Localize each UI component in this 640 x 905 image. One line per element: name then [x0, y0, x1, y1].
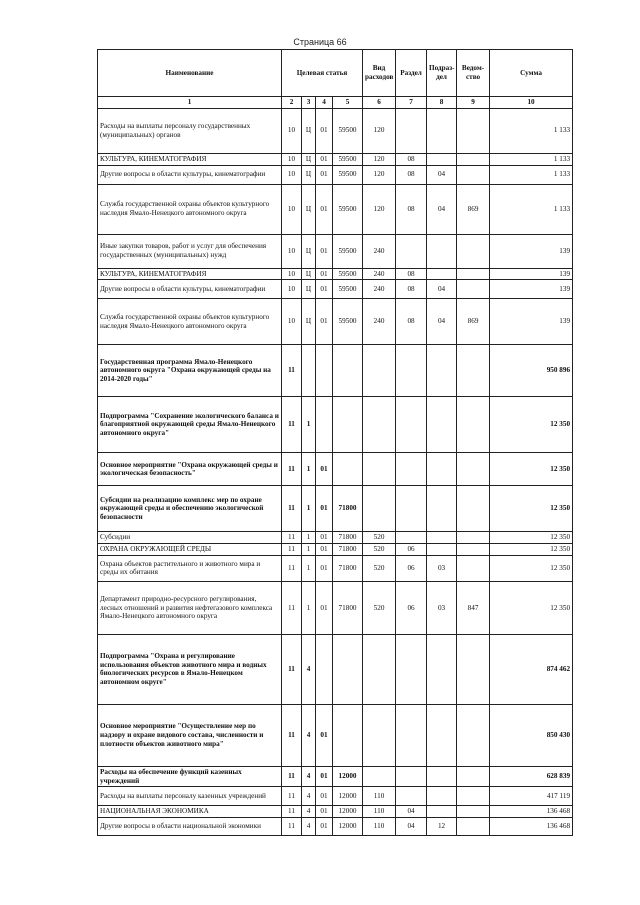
header-row — [98, 50, 573, 97]
table-row — [98, 806, 573, 818]
expense-type — [363, 704, 396, 766]
table-row — [98, 299, 573, 345]
expense-type: 110 — [363, 787, 396, 806]
target-code-subprogram: 4 — [302, 766, 316, 787]
expense-type: 240 — [363, 299, 396, 345]
row-name: Подпрограмма "Охрана и регулирование использования объектов животного мира и водных биологических ресурсов в Ямало-Ненецком автономном округе" — [98, 634, 282, 704]
subsection-code — [427, 486, 457, 532]
target-code-program: 11 — [282, 397, 302, 453]
target-code-direction: 59500 — [333, 153, 363, 165]
target-code-event: 01 — [316, 165, 333, 184]
amount: 417 119 — [490, 787, 573, 806]
department-code — [457, 397, 490, 453]
target-code-direction: 12000 — [333, 766, 363, 787]
expense-type — [363, 486, 396, 532]
section-code — [396, 704, 427, 766]
row-name: Подпрограмма "Сохранение экологического баланса и благоприятной окружающей среды Ямало-Ненецкого автономного округа" — [98, 397, 282, 453]
amount: 136 468 — [490, 806, 573, 818]
target-code-direction: 59500 — [333, 299, 363, 345]
table-row — [98, 165, 573, 184]
target-code-direction: 71800 — [333, 555, 363, 581]
target-code-program: 10 — [282, 268, 302, 280]
amount: 139 — [490, 268, 573, 280]
subsection-code — [427, 634, 457, 704]
subsection-code — [427, 453, 457, 486]
amount: 1 133 — [490, 153, 573, 165]
target-code-program: 10 — [282, 165, 302, 184]
col-number: 10 — [490, 97, 573, 109]
col-number: 9 — [457, 97, 490, 109]
row-name: Служба государственной охраны объектов культурного наследия Ямало-Ненецкого автономного округа — [98, 184, 282, 234]
header-target-article: Целевая статья — [282, 50, 363, 97]
amount: 136 468 — [490, 818, 573, 836]
target-code-event: 01 — [316, 486, 333, 532]
target-code-event: 01 — [316, 234, 333, 268]
department-code — [457, 486, 490, 532]
target-code-event: 01 — [316, 818, 333, 836]
target-code-event: 01 — [316, 280, 333, 299]
section-code — [396, 108, 427, 153]
table-row — [98, 153, 573, 165]
target-code-program: 10 — [282, 153, 302, 165]
target-code-program: 11 — [282, 634, 302, 704]
header-subsection: Подраз-дел — [427, 50, 457, 97]
expense-type: 240 — [363, 234, 396, 268]
table-row — [98, 453, 573, 486]
table-row — [98, 268, 573, 280]
target-code-direction — [333, 397, 363, 453]
target-code-event: 01 — [316, 532, 333, 544]
target-code-program: 10 — [282, 108, 302, 153]
department-code — [457, 280, 490, 299]
subsection-code — [427, 108, 457, 153]
expense-type: 110 — [363, 818, 396, 836]
section-code: 08 — [396, 153, 427, 165]
subsection-code — [427, 766, 457, 787]
col-number: 7 — [396, 97, 427, 109]
target-code-direction: 59500 — [333, 108, 363, 153]
target-code-event: 01 — [316, 704, 333, 766]
expense-type: 240 — [363, 268, 396, 280]
target-code-subprogram: 4 — [302, 704, 316, 766]
page-number: Страница 66 — [293, 37, 347, 47]
department-code — [457, 544, 490, 556]
row-name: Охрана объектов растительного и животного мира и среды их обитания — [98, 555, 282, 581]
section-code: 08 — [396, 184, 427, 234]
col-number: 6 — [363, 97, 396, 109]
expense-type: 240 — [363, 280, 396, 299]
amount: 139 — [490, 299, 573, 345]
target-code-subprogram: 4 — [302, 806, 316, 818]
department-code: 847 — [457, 581, 490, 634]
target-code-direction: 71800 — [333, 532, 363, 544]
row-name: Служба государственной охраны объектов культурного наследия Ямало-Ненецкого автономного округа — [98, 299, 282, 345]
amount: 139 — [490, 280, 573, 299]
department-code — [457, 555, 490, 581]
budget-table — [97, 49, 573, 836]
amount: 12 350 — [490, 532, 573, 544]
amount: 12 350 — [490, 544, 573, 556]
row-name: Иные закупки товаров, работ и услуг для обеспечения государственных (муниципальных) нужд — [98, 234, 282, 268]
target-code-subprogram: Ц — [302, 108, 316, 153]
row-name: КУЛЬТУРА, КИНЕМАТОГРАФИЯ — [98, 153, 282, 165]
subsection-code: 03 — [427, 581, 457, 634]
amount: 139 — [490, 234, 573, 268]
table-body — [98, 108, 573, 835]
section-code: 04 — [396, 818, 427, 836]
section-code: 08 — [396, 268, 427, 280]
target-code-program: 11 — [282, 486, 302, 532]
amount: 1 133 — [490, 184, 573, 234]
target-code-event: 01 — [316, 806, 333, 818]
amount: 12 350 — [490, 555, 573, 581]
section-code — [396, 397, 427, 453]
department-code — [457, 532, 490, 544]
section-code — [396, 634, 427, 704]
target-code-program: 11 — [282, 806, 302, 818]
target-code-event: 01 — [316, 555, 333, 581]
subsection-code — [427, 704, 457, 766]
header-expense-type: Вид расходов — [363, 50, 396, 97]
target-code-event: 01 — [316, 299, 333, 345]
target-code-direction: 71800 — [333, 581, 363, 634]
target-code-event: 01 — [316, 153, 333, 165]
amount: 950 896 — [490, 345, 573, 397]
expense-type — [363, 453, 396, 486]
section-code: 06 — [396, 555, 427, 581]
target-code-subprogram: 1 — [302, 555, 316, 581]
subsection-code — [427, 268, 457, 280]
target-code-direction — [333, 634, 363, 704]
department-code — [457, 108, 490, 153]
target-code-direction: 59500 — [333, 280, 363, 299]
department-code: 869 — [457, 184, 490, 234]
expense-type: 520 — [363, 581, 396, 634]
subsection-code: 04 — [427, 184, 457, 234]
department-code — [457, 806, 490, 818]
section-code: 06 — [396, 581, 427, 634]
col-number: 2 — [282, 97, 302, 109]
table-row — [98, 108, 573, 153]
col-number: 4 — [316, 97, 333, 109]
row-name: Расходы на выплаты персоналу государственных (муниципальных) органов — [98, 108, 282, 153]
section-code: 04 — [396, 806, 427, 818]
target-code-program: 11 — [282, 704, 302, 766]
table-row — [98, 486, 573, 532]
target-code-program: 11 — [282, 532, 302, 544]
target-code-subprogram: 1 — [302, 486, 316, 532]
department-code — [457, 787, 490, 806]
row-name: Департамент природно-ресурсного регулирования, лесных отношений и развития нефтегазового комплекса Ямало-Ненецкого автономного округа — [98, 581, 282, 634]
subsection-code — [427, 544, 457, 556]
target-code-event: 01 — [316, 184, 333, 234]
target-code-event: 01 — [316, 453, 333, 486]
target-code-subprogram: 1 — [302, 544, 316, 556]
department-code — [457, 818, 490, 836]
target-code-direction — [333, 704, 363, 766]
expense-type: 110 — [363, 806, 396, 818]
target-code-event: 01 — [316, 581, 333, 634]
target-code-program: 11 — [282, 345, 302, 397]
header-name: Наименование — [98, 50, 282, 97]
header-department: Ведом-ство — [457, 50, 490, 97]
department-code — [457, 268, 490, 280]
expense-type — [363, 397, 396, 453]
table-row — [98, 818, 573, 836]
target-code-subprogram: Ц — [302, 184, 316, 234]
row-name: Другие вопросы в области культуры, кинематографии — [98, 280, 282, 299]
expense-type — [363, 345, 396, 397]
target-code-event — [316, 634, 333, 704]
target-code-event — [316, 397, 333, 453]
target-code-direction: 12000 — [333, 787, 363, 806]
target-code-subprogram: Ц — [302, 234, 316, 268]
amount: 628 839 — [490, 766, 573, 787]
target-code-direction: 59500 — [333, 165, 363, 184]
target-code-subprogram — [302, 345, 316, 397]
table-row — [98, 345, 573, 397]
row-name: Субсидии — [98, 532, 282, 544]
target-code-direction: 12000 — [333, 818, 363, 836]
department-code — [457, 165, 490, 184]
col-number: 1 — [98, 97, 282, 109]
target-code-subprogram: 4 — [302, 818, 316, 836]
subsection-code — [427, 787, 457, 806]
section-code: 06 — [396, 544, 427, 556]
target-code-event: 01 — [316, 544, 333, 556]
target-code-subprogram: Ц — [302, 280, 316, 299]
target-code-subprogram: 1 — [302, 581, 316, 634]
row-name: Основное мероприятие "Осуществление мер по надзору и охране видового состава, численности и плотности объектов животного мира" — [98, 704, 282, 766]
section-code — [396, 787, 427, 806]
row-name: Субсидии на реализацию комплекс мер по охране окружающей среды и обеспечению экологической безопасности — [98, 486, 282, 532]
amount: 12 350 — [490, 453, 573, 486]
section-code — [396, 234, 427, 268]
table-row — [98, 555, 573, 581]
target-code-program: 10 — [282, 299, 302, 345]
target-code-program: 11 — [282, 766, 302, 787]
subsection-code — [427, 806, 457, 818]
section-code: 08 — [396, 280, 427, 299]
section-code — [396, 532, 427, 544]
target-code-subprogram: 1 — [302, 453, 316, 486]
table-row — [98, 704, 573, 766]
col-number: 3 — [302, 97, 316, 109]
row-name: Другие вопросы в области культуры, кинематографии — [98, 165, 282, 184]
subsection-code — [427, 153, 457, 165]
target-code-program: 11 — [282, 818, 302, 836]
section-code: 08 — [396, 299, 427, 345]
target-code-direction: 59500 — [333, 234, 363, 268]
header-section: Раздел — [396, 50, 427, 97]
target-code-subprogram: 4 — [302, 634, 316, 704]
department-code — [457, 704, 490, 766]
table-row — [98, 544, 573, 556]
amount: 12 350 — [490, 581, 573, 634]
department-code — [457, 766, 490, 787]
department-code — [457, 345, 490, 397]
row-name: ОХРАНА ОКРУЖАЮЩЕЙ СРЕДЫ — [98, 544, 282, 556]
target-code-program: 11 — [282, 453, 302, 486]
amount: 850 430 — [490, 704, 573, 766]
amount: 1 133 — [490, 165, 573, 184]
target-code-event: 01 — [316, 108, 333, 153]
expense-type: 520 — [363, 544, 396, 556]
expense-type: 120 — [363, 165, 396, 184]
target-code-event: 01 — [316, 766, 333, 787]
table-row — [98, 634, 573, 704]
department-code: 869 — [457, 299, 490, 345]
subsection-code — [427, 345, 457, 397]
subsection-code — [427, 397, 457, 453]
row-name: Расходы на обеспечение функций казенных учреждений — [98, 766, 282, 787]
target-code-subprogram: 4 — [302, 787, 316, 806]
amount: 12 350 — [490, 397, 573, 453]
amount: 12 350 — [490, 486, 573, 532]
target-code-program: 11 — [282, 544, 302, 556]
target-code-event — [316, 345, 333, 397]
target-code-direction: 12000 — [333, 806, 363, 818]
target-code-program: 11 — [282, 787, 302, 806]
row-name: Государственная программа Ямало-Ненецкого автономного округа "Охрана окружающей среды на 2014-2020 годы" — [98, 345, 282, 397]
table-row — [98, 280, 573, 299]
target-code-direction — [333, 345, 363, 397]
subsection-code — [427, 532, 457, 544]
target-code-direction: 71800 — [333, 544, 363, 556]
target-code-program: 10 — [282, 184, 302, 234]
row-name: Расходы на выплаты персоналу казенных учреждений — [98, 787, 282, 806]
row-name: Основное мероприятие "Охрана окружающей среды и экологическая безопасность" — [98, 453, 282, 486]
expense-type: 120 — [363, 153, 396, 165]
department-code — [457, 634, 490, 704]
department-code — [457, 453, 490, 486]
table-row — [98, 184, 573, 234]
subsection-code: 04 — [427, 280, 457, 299]
table-row — [98, 234, 573, 268]
target-code-program: 10 — [282, 234, 302, 268]
expense-type: 120 — [363, 108, 396, 153]
target-code-direction: 59500 — [333, 268, 363, 280]
section-code — [396, 345, 427, 397]
table-row — [98, 766, 573, 787]
table-row — [98, 787, 573, 806]
target-code-direction — [333, 453, 363, 486]
subsection-code: 04 — [427, 299, 457, 345]
row-name: Другие вопросы в области национальной экономики — [98, 818, 282, 836]
expense-type — [363, 766, 396, 787]
row-name: НАЦИОНАЛЬНАЯ ЭКОНОМИКА — [98, 806, 282, 818]
target-code-program: 11 — [282, 581, 302, 634]
column-number-row — [98, 97, 573, 109]
header-amount: Сумма — [490, 50, 573, 97]
section-code: 08 — [396, 165, 427, 184]
table-row — [98, 532, 573, 544]
section-code — [396, 453, 427, 486]
department-code — [457, 153, 490, 165]
amount: 874 462 — [490, 634, 573, 704]
table-row — [98, 397, 573, 453]
target-code-event: 01 — [316, 268, 333, 280]
department-code — [457, 234, 490, 268]
target-code-subprogram: Ц — [302, 268, 316, 280]
expense-type: 120 — [363, 184, 396, 234]
row-name: КУЛЬТУРА, КИНЕМАТОГРАФИЯ — [98, 268, 282, 280]
subsection-code: 03 — [427, 555, 457, 581]
amount: 1 133 — [490, 108, 573, 153]
target-code-subprogram: Ц — [302, 165, 316, 184]
target-code-subprogram: 1 — [302, 532, 316, 544]
table-row — [98, 581, 573, 634]
target-code-subprogram: 1 — [302, 397, 316, 453]
subsection-code: 04 — [427, 165, 457, 184]
target-code-program: 10 — [282, 280, 302, 299]
subsection-code: 12 — [427, 818, 457, 836]
col-number: 5 — [333, 97, 363, 109]
target-code-program: 11 — [282, 555, 302, 581]
target-code-direction: 59500 — [333, 184, 363, 234]
section-code — [396, 486, 427, 532]
target-code-subprogram: Ц — [302, 153, 316, 165]
target-code-subprogram: Ц — [302, 299, 316, 345]
section-code — [396, 766, 427, 787]
expense-type — [363, 634, 396, 704]
col-number: 8 — [427, 97, 457, 109]
subsection-code — [427, 234, 457, 268]
target-code-event: 01 — [316, 787, 333, 806]
target-code-direction: 71800 — [333, 486, 363, 532]
expense-type: 520 — [363, 532, 396, 544]
expense-type: 520 — [363, 555, 396, 581]
